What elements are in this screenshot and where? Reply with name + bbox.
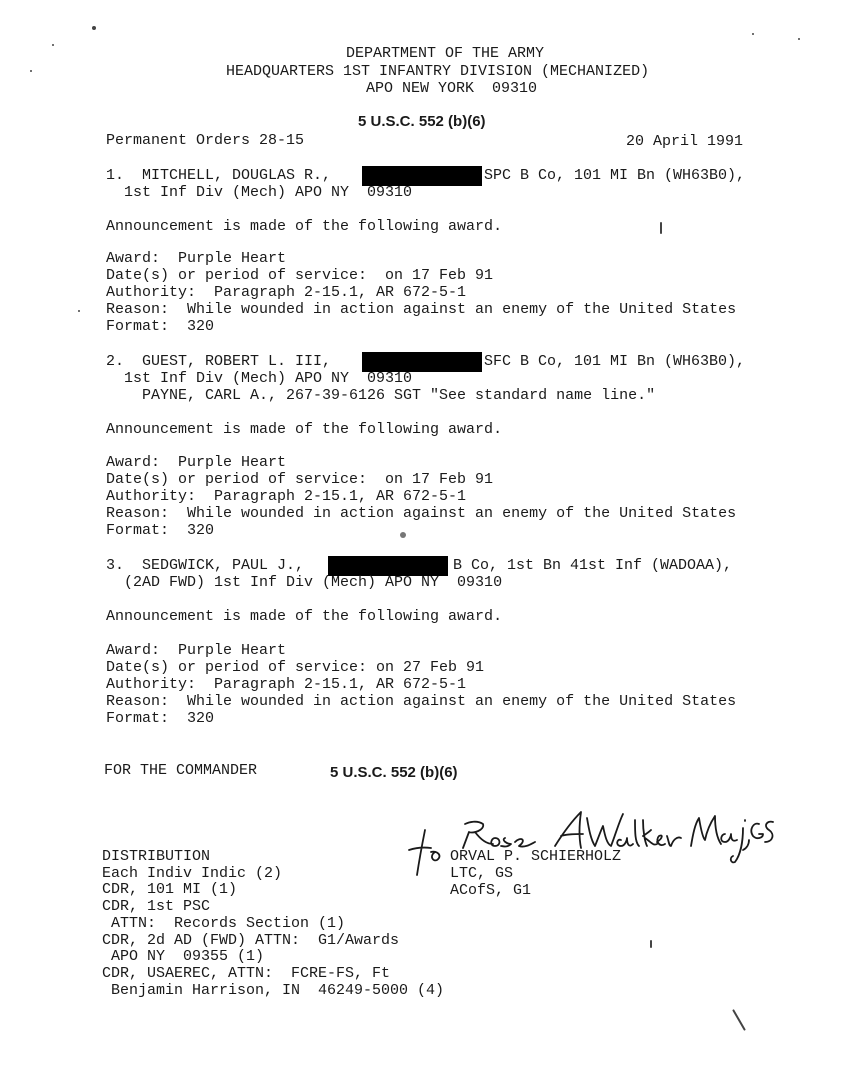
reason-line: Reason: While wounded in action against an enemy of the United States — [106, 693, 737, 710]
entry-name-line: 1. MITCHELL, DOUGLAS R., — [106, 167, 332, 184]
format-line: Format: 320 — [106, 318, 215, 335]
for-the-commander: FOR THE COMMANDER — [104, 762, 258, 779]
orders-number: Permanent Orders 28-15 — [106, 132, 305, 149]
entry-unit-line: SPC B Co, 101 MI Bn (WH63B0), — [484, 167, 746, 184]
distribution-item: ATTN: Records Section (1) — [102, 915, 346, 932]
scan-speck — [400, 532, 406, 538]
authority-line: Authority: Paragraph 2-15.1, AR 672-5-1 — [106, 676, 467, 693]
scan-speck — [650, 940, 652, 948]
scan-speck — [52, 44, 54, 46]
header-headquarters: HEADQUARTERS 1ST INFANTRY DIVISION (MECHANIZED) — [226, 63, 650, 80]
service-dates-line: Date(s) or period of service: on 17 Feb 91 — [106, 267, 494, 284]
signatory-rank: LTC, GS — [450, 865, 514, 882]
distribution-item: Benjamin Harrison, IN 46249-5000 (4) — [102, 982, 445, 999]
distribution-heading: DISTRIBUTION — [102, 848, 211, 865]
signatory-name: ORVAL P. SCHIERHOLZ — [450, 848, 622, 865]
exemption-stamp-top: 5 U.S.C. 552 (b)(6) — [358, 113, 486, 130]
format-line: Format: 320 — [106, 710, 215, 727]
award-line: Award: Purple Heart — [106, 250, 287, 267]
distribution-item: CDR, USAEREC, ATTN: FCRE-FS, Ft — [102, 965, 391, 982]
scan-speck — [30, 70, 32, 72]
exemption-stamp-bottom: 5 U.S.C. 552 (b)(6) — [330, 764, 458, 781]
authority-line: Authority: Paragraph 2-15.1, AR 672-5-1 — [106, 488, 467, 505]
service-dates-line: Date(s) or period of service: on 17 Feb 91 — [106, 471, 494, 488]
distribution-item: CDR, 101 MI (1) — [102, 881, 238, 898]
distribution-item: APO NY 09355 (1) — [102, 948, 265, 965]
redaction-box — [362, 166, 482, 186]
announcement-text: Announcement is made of the following award. — [106, 421, 503, 438]
scan-speck — [798, 38, 800, 40]
scan-speck — [92, 26, 96, 30]
announcement-text: Announcement is made of the following award. — [106, 218, 503, 235]
entry-name-correction-line: PAYNE, CARL A., 267-39-6126 SGT "See standard name line." — [106, 387, 656, 404]
entry-name-line: 2. GUEST, ROBERT L. III, — [106, 353, 332, 370]
format-line: Format: 320 — [106, 522, 215, 539]
redaction-box — [362, 352, 482, 372]
order-date: 20 April 1991 — [626, 133, 744, 150]
award-line: Award: Purple Heart — [106, 642, 287, 659]
entry-address-line: 1st Inf Div (Mech) APO NY 09310 — [106, 370, 413, 387]
scan-speck — [78, 310, 80, 312]
header-department: DEPARTMENT OF THE ARMY — [346, 45, 545, 62]
entry-unit-line: B Co, 1st Bn 41st Inf (WADOAA), — [453, 557, 733, 574]
reason-line: Reason: While wounded in action against an enemy of the United States — [106, 301, 737, 318]
signatory-title: ACofS, G1 — [450, 882, 532, 899]
award-line: Award: Purple Heart — [106, 454, 287, 471]
entry-name-line: 3. SEDGWICK, PAUL J., — [106, 557, 305, 574]
scan-speck — [732, 1009, 746, 1031]
redaction-box — [328, 556, 448, 576]
service-dates-line: Date(s) or period of service: on 27 Feb 91 — [106, 659, 485, 676]
distribution-item: CDR, 1st PSC — [102, 898, 211, 915]
distribution-item: Each Indiv Indic (2) — [102, 865, 283, 882]
scan-speck — [660, 222, 662, 234]
entry-unit-line: SFC B Co, 101 MI Bn (WH63B0), — [484, 353, 746, 370]
reason-line: Reason: While wounded in action against an enemy of the United States — [106, 505, 737, 522]
announcement-text: Announcement is made of the following award. — [106, 608, 503, 625]
distribution-item: CDR, 2d AD (FWD) ATTN: G1/Awards — [102, 932, 400, 949]
header-apo: APO NEW YORK 09310 — [366, 80, 538, 97]
scan-speck — [752, 33, 754, 35]
entry-address-line: (2AD FWD) 1st Inf Div (Mech) APO NY 09310 — [106, 574, 503, 591]
authority-line: Authority: Paragraph 2-15.1, AR 672-5-1 — [106, 284, 467, 301]
entry-address-line: 1st Inf Div (Mech) APO NY 09310 — [106, 184, 413, 201]
